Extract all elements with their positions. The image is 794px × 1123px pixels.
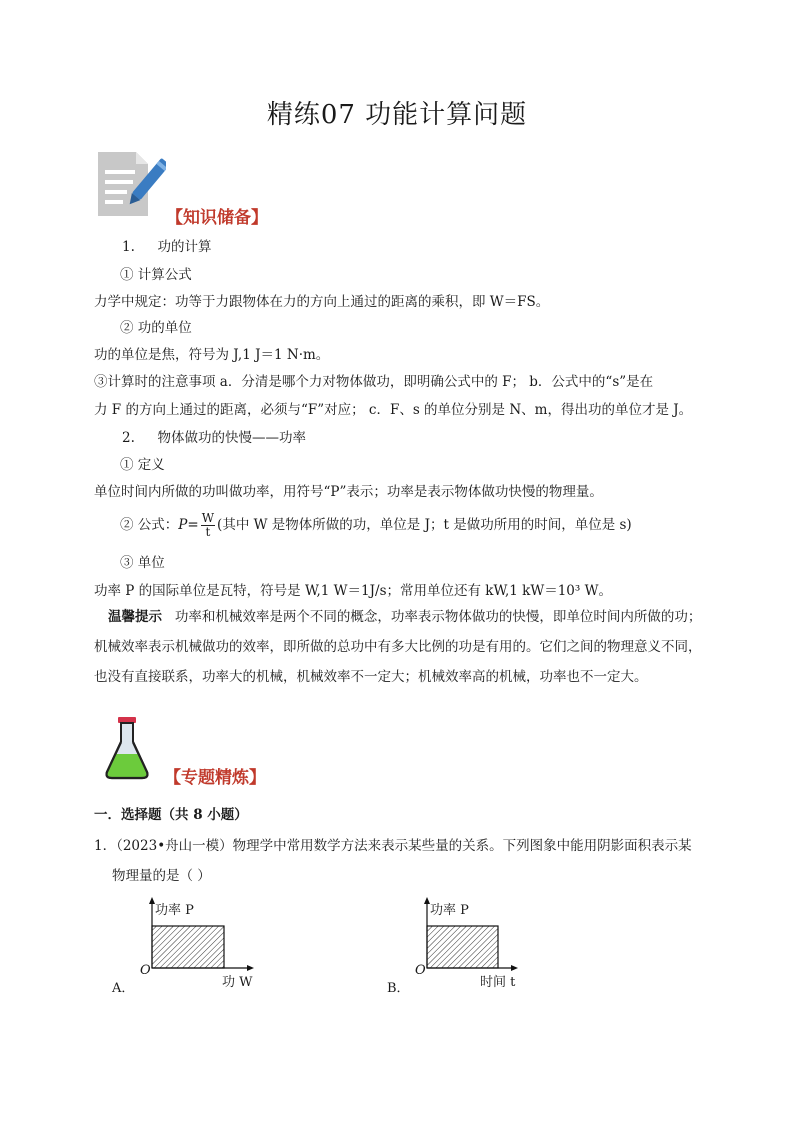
- sub2-text: 功的单位是焦，符号为 J,1 J＝1 N·m。: [94, 347, 330, 363]
- item1-number: 1.: [122, 239, 135, 255]
- graph-b[interactable]: [384, 895, 544, 995]
- sub5-formula: [120, 512, 632, 539]
- graph-a-origin: O: [140, 963, 151, 978]
- tip-paragraph: [94, 602, 706, 692]
- item2: [122, 428, 306, 448]
- sub6-label: ③ 单位: [120, 555, 165, 571]
- page-title: 精练07 功能计算问题: [266, 100, 528, 130]
- flask-icon: [104, 716, 150, 780]
- item1: [122, 237, 211, 257]
- graph-b-option-label: B．: [387, 981, 410, 996]
- q1-line2: 物理量的是（ ）: [112, 868, 211, 884]
- tip-label: 温馨提示: [108, 609, 162, 625]
- formula-fraction: [201, 512, 215, 539]
- graph-a-option-label: A．: [112, 981, 135, 996]
- sub4-text: 单位时间内所做的功叫做功率，用符号“P”表示；功率是表示物体做功快慢的物理量。: [94, 484, 603, 500]
- sub3-line1: ③计算时的注意事项 a．分清是哪个力对物体做功，即明确公式中的 F； b．公式中的“s”是在: [94, 374, 654, 390]
- q1-line1: 1．（2023•舟山一模）物理学中常用数学方法来表示某些量的关系。下列图象中能用阴影面积表示某: [94, 838, 692, 854]
- formula-numerator: W: [201, 511, 215, 525]
- sub6-text: 功率 P 的国际单位是瓦特，符号是 W,1 W＝1J/s；常用单位还有 kW,1 kW＝10³ W。: [94, 583, 612, 599]
- formula-p: P=: [178, 517, 199, 533]
- graph-b-x-label: 时间 t: [480, 975, 516, 990]
- formula-denominator: t: [205, 525, 211, 539]
- sub3-line2: 力 F 的方向上通过的距离，必须与“F”对应； c．F、s 的单位分别是 N、m，得出功的单位才是 J。: [94, 402, 693, 418]
- sub1-text: 力学中规定：功等于力跟物体在力的方向上通过的距离的乘积，即 W＝FS。: [94, 294, 550, 310]
- graph-b-origin: O: [415, 963, 426, 978]
- graph-a-shaded-area: [152, 926, 224, 968]
- document-pen-icon: [96, 150, 166, 218]
- sub5-label: ② 公式：: [120, 517, 179, 533]
- part-title: 一．选择题（共 8 小题）: [94, 807, 248, 823]
- sub5-text: (其中 W 是物体所做的功，单位是 J；t 是做功所用的时间，单位是 s): [217, 517, 632, 533]
- section-heading-knowledge: 【知识储备】: [166, 208, 268, 228]
- item2-number: 2.: [122, 430, 135, 446]
- graph-b-shaded-area: [427, 926, 498, 968]
- tip-text: 功率和机械效率是两个不同的概念，功率表示物体做功的快慢，即单位时间内所做的功；机械效率表示机械做功的效率，即所做的总功中有多大比例的功是有用的。它们之间的物理意义不同，也没有直接联系，功率大的机械，机械效率不一定大；机械效率高的机械，功率也不一定大。: [94, 609, 702, 685]
- graph-a-x-label: 功 W: [222, 975, 253, 990]
- graph-a-y-label: 功率 P: [155, 903, 194, 918]
- graph-a[interactable]: [108, 895, 268, 995]
- section-heading-practice: 【专题精炼】: [164, 768, 266, 788]
- item1-title: 功的计算: [157, 239, 212, 255]
- item2-title: 物体做功的快慢——功率: [157, 430, 306, 446]
- sub1-label: ① 计算公式: [120, 267, 192, 283]
- sub2-label: ② 功的单位: [120, 320, 192, 336]
- graph-b-y-label: 功率 P: [430, 903, 469, 918]
- sub4-label: ① 定义: [120, 457, 165, 473]
